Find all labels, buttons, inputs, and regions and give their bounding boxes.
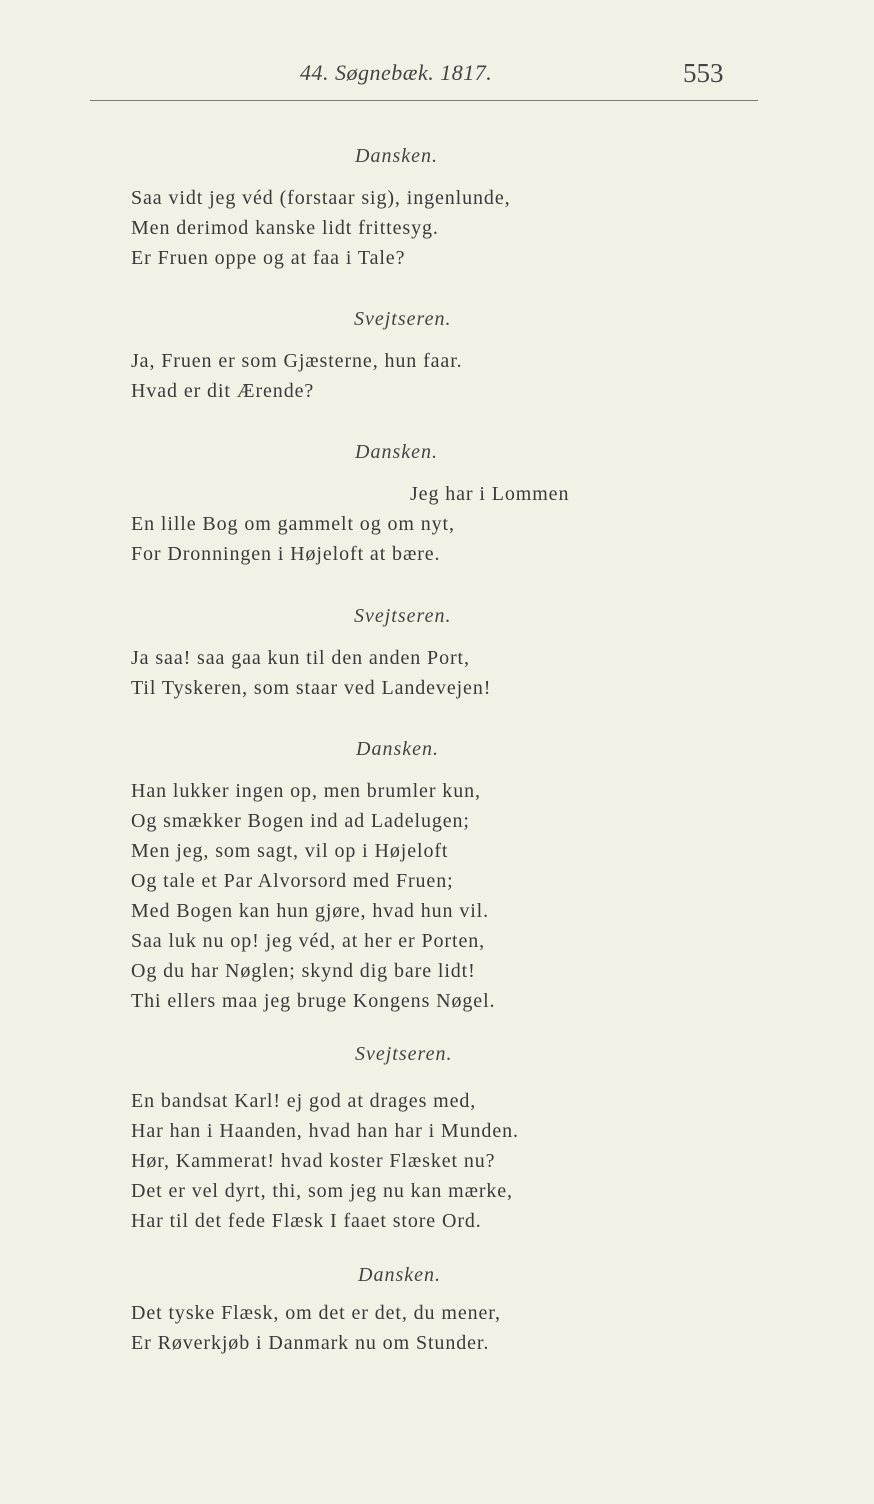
speaker-label: Dansken. (356, 738, 439, 760)
verse-line: Og smækker Bogen ind ad Ladelugen; (131, 810, 470, 832)
verse-line: Hør, Kammerat! hvad koster Flæsket nu? (131, 1150, 496, 1172)
verse-line: En lille Bog om gammelt og om nyt, (131, 513, 455, 535)
verse-line: Er Røverkjøb i Danmark nu om Stunder. (131, 1332, 490, 1354)
verse-line: Og tale et Par Alvorsord med Fruen; (131, 870, 454, 892)
verse-line: Hvad er dit Ærende? (131, 380, 315, 402)
verse-line: Og du har Nøglen; skynd dig bare lidt! (131, 960, 476, 982)
verse-line: Jeg har i Lommen (410, 483, 570, 505)
verse-block (131, 776, 495, 1016)
verse-line: Men jeg, som sagt, vil op i Højeloft (131, 840, 449, 862)
verse-block (131, 346, 463, 406)
speaker-label: Svejtseren. (355, 1043, 453, 1065)
verse-block (131, 1298, 501, 1358)
verse-line: Det er vel dyrt, thi, som jeg nu kan mærke, (131, 1180, 513, 1202)
verse-line: En bandsat Karl! ej god at drages med, (131, 1090, 477, 1112)
verse-line: Det tyske Flæsk, om det er det, du mener, (131, 1302, 501, 1324)
verse-line: Ja, Fruen er som Gjæsterne, hun faar. (131, 350, 463, 372)
running-title: 44. Søgnebæk. 1817. (300, 60, 493, 85)
verse-line: Har han i Haanden, hvad han har i Munden. (131, 1120, 519, 1142)
verse-line: Med Bogen kan hun gjøre, hvad hun vil. (131, 900, 490, 922)
speaker-label: Svejtseren. (354, 605, 452, 627)
verse-line: Han lukker ingen op, men brumler kun, (131, 780, 481, 802)
running-header (0, 60, 874, 96)
verse-block (131, 183, 511, 273)
verse-line: Har til det fede Flæsk I faaet store Ord. (131, 1210, 482, 1232)
verse-line: Til Tyskeren, som staar ved Landevejen! (131, 677, 492, 699)
verse-block (131, 1086, 519, 1236)
verse-block (131, 479, 569, 569)
verse-line: Saa luk nu op! jeg véd, at her er Porten, (131, 930, 486, 952)
speaker-label: Svejtseren. (354, 308, 452, 330)
verse-line: Men derimod kanske lidt frittesyg. (131, 217, 439, 239)
speaker-label: Dansken. (355, 145, 438, 167)
header-rule (90, 100, 758, 101)
speaker-label: Dansken. (355, 441, 438, 463)
verse-line: Saa vidt jeg véd (forstaar sig), ingenlunde, (131, 187, 511, 209)
verse-line: Ja saa! saa gaa kun til den anden Port, (131, 647, 470, 669)
verse-line: Er Fruen oppe og at faa i Tale? (131, 247, 406, 269)
verse-line: Thi ellers maa jeg bruge Kongens Nøgel. (131, 990, 496, 1012)
page-number: 553 (683, 58, 724, 88)
speaker-label: Dansken. (358, 1264, 441, 1286)
verse-line: For Dronningen i Højeloft at bære. (131, 543, 441, 565)
verse-block (131, 643, 491, 703)
